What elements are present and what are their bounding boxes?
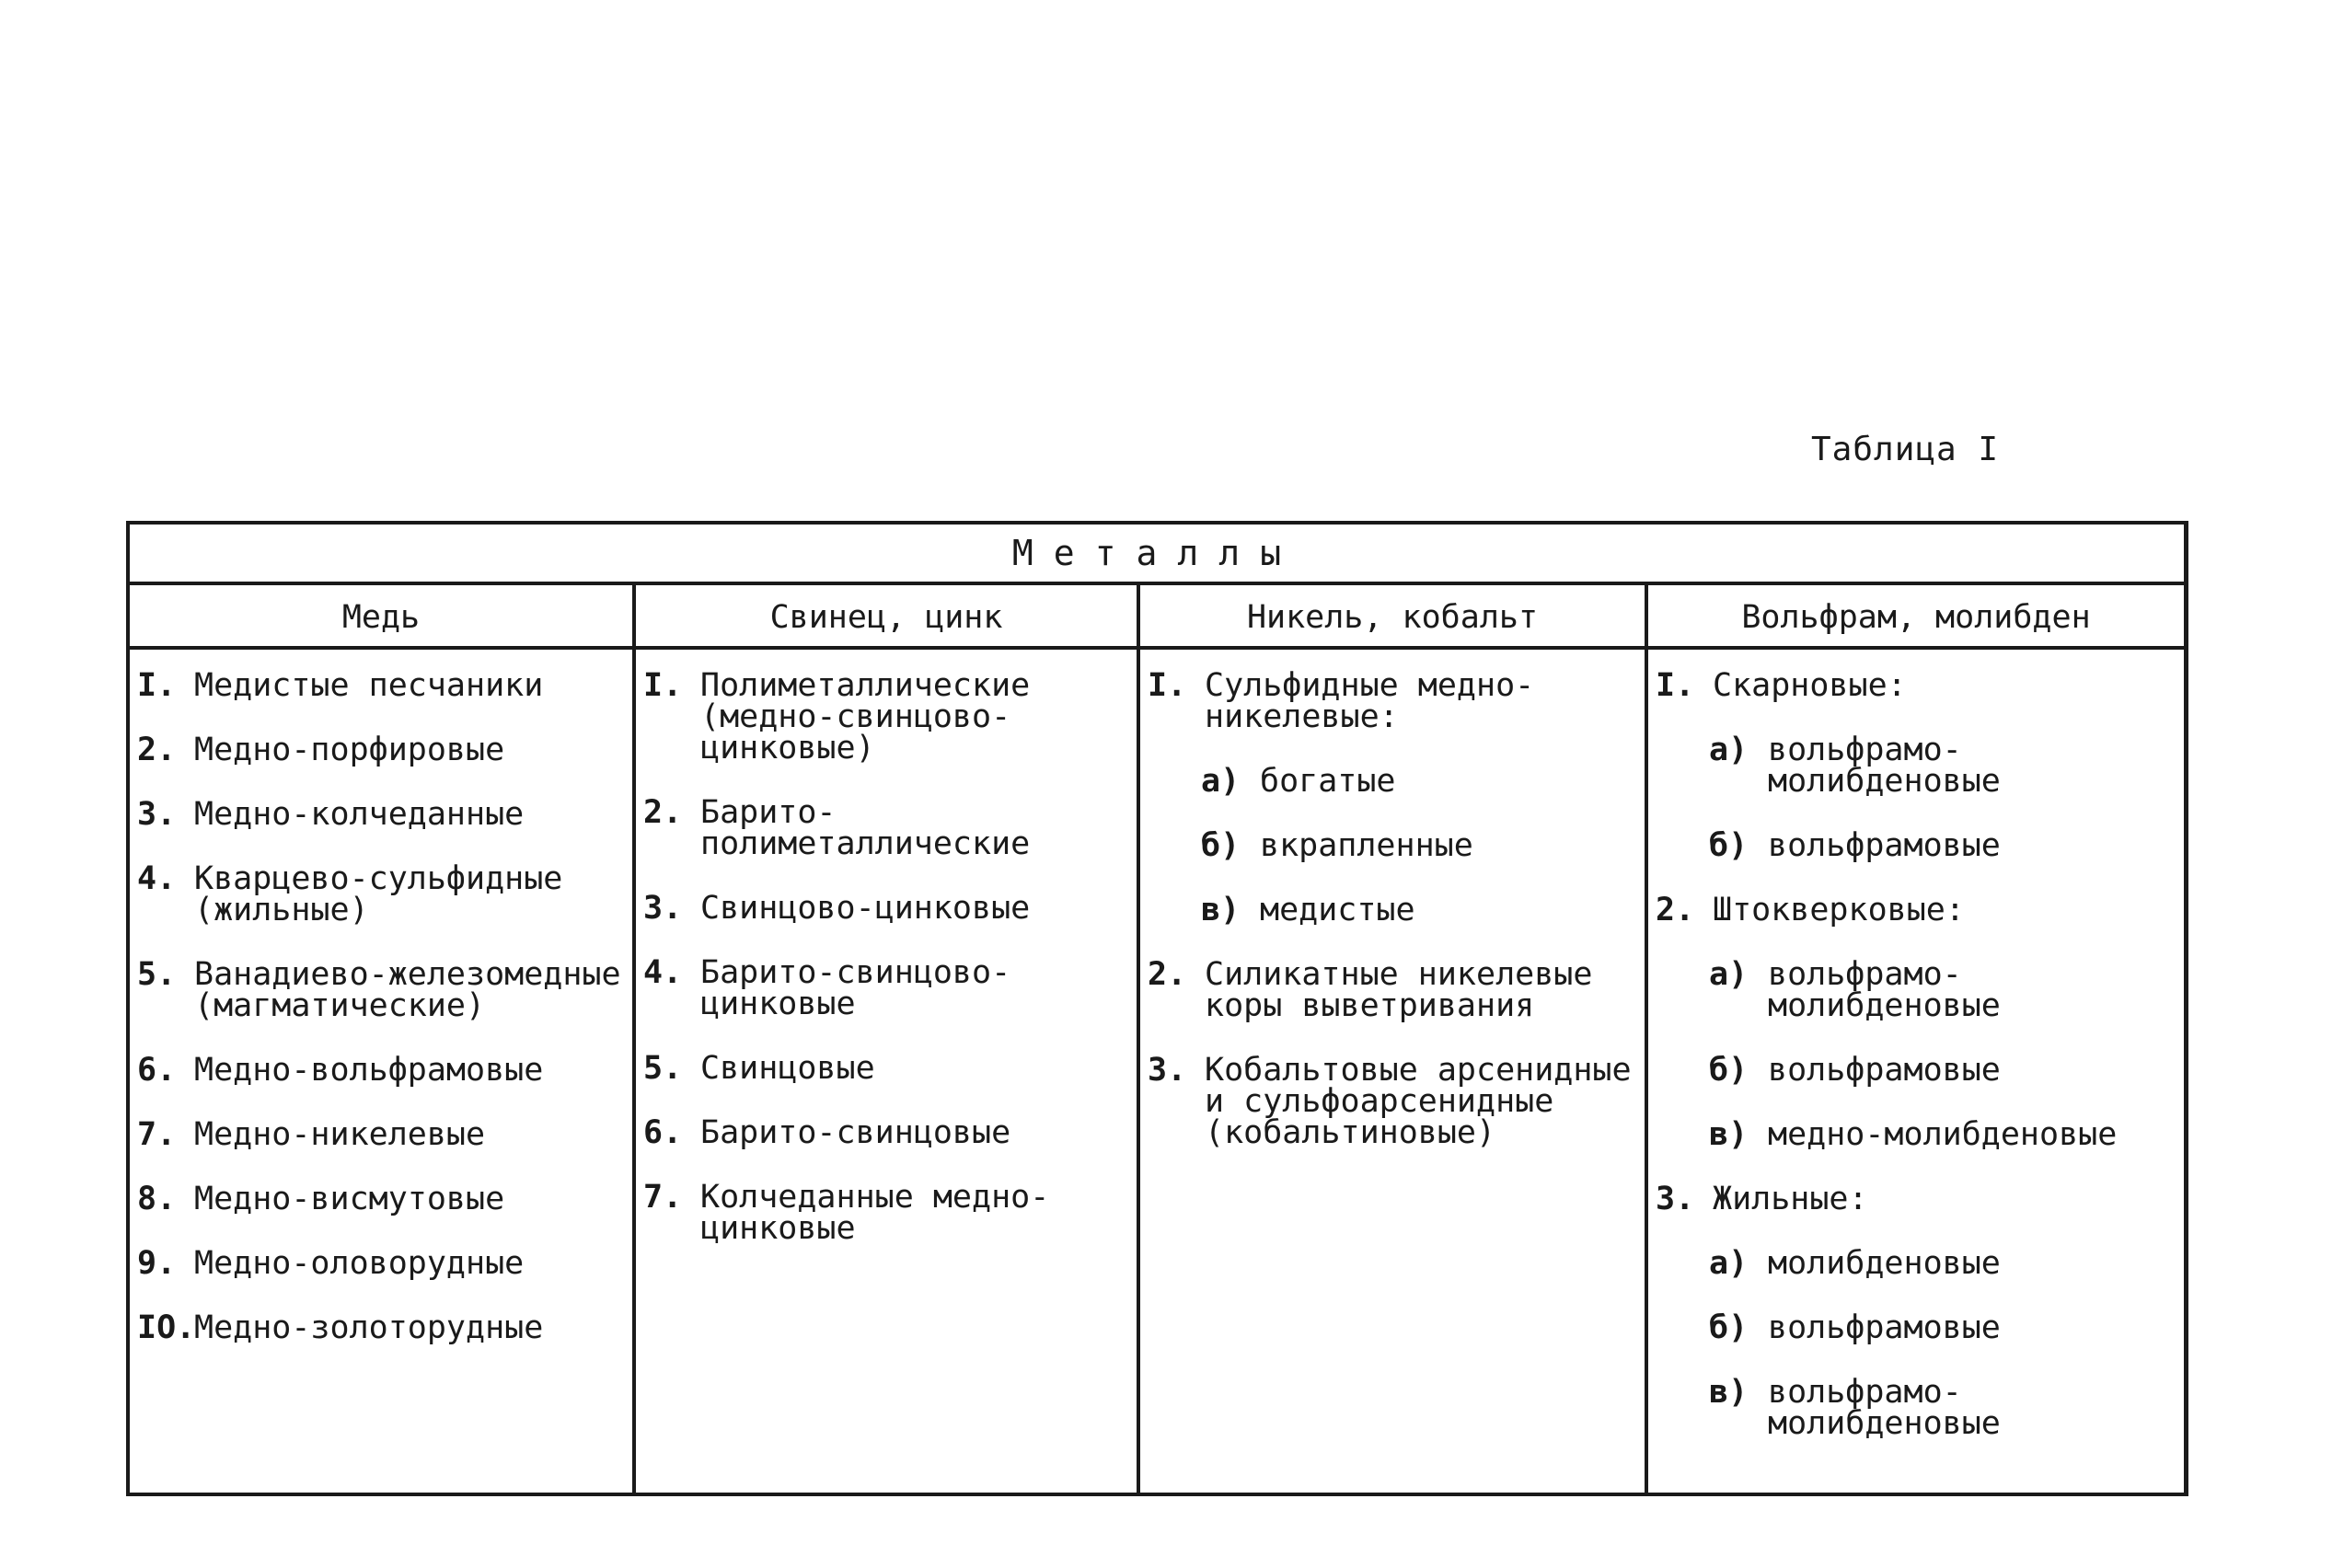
item-text: Ванадиево-железомедные (магматические) — [194, 956, 621, 1024]
item-text: Медно-никелевые — [194, 1116, 486, 1153]
item-text: Колчеданные медно-цинковые — [700, 1179, 1050, 1247]
item-number: 2. — [137, 732, 177, 768]
list-item — [130, 1052, 632, 1089]
sub-item-text: богатые — [1260, 763, 1396, 800]
sub-item-letter: в) — [1709, 1374, 1749, 1411]
list-item — [130, 734, 632, 766]
list-item — [130, 796, 632, 833]
item-text: Кварцево-сульфидные (жильные) — [194, 860, 563, 928]
sub-item — [1648, 1245, 2184, 1282]
column-list — [1140, 650, 1645, 1151]
item-number: 6. — [137, 1052, 177, 1089]
item-number: 6. — [643, 1114, 683, 1151]
column-heading: Медь — [341, 599, 421, 636]
item-text: Барито-свинцовые — [700, 1114, 1011, 1151]
item-text: Скарновые: — [1713, 667, 1907, 704]
item-number: 5. — [643, 1050, 683, 1087]
list-item — [1140, 667, 1645, 735]
column-list — [636, 650, 1137, 1247]
sub-item — [1648, 732, 2184, 800]
list-item — [636, 1179, 1137, 1247]
item-number: 8. — [137, 1181, 177, 1217]
list-item — [130, 1116, 632, 1153]
item-text: Силикатные никелевые коры выветривания — [1205, 956, 1593, 1024]
item-number: 3. — [137, 796, 177, 833]
sub-item-letter: б) — [1709, 1309, 1749, 1346]
sub-item-text: медно-молибденовые — [1768, 1116, 2118, 1153]
column-heading: Никель, кобальт — [1246, 599, 1539, 636]
sub-item-letter: а) — [1709, 1245, 1749, 1282]
item-text: Кобальтовые арсенидные и сульфоарсенидные (кобальтиновые) — [1205, 1052, 1632, 1151]
column-copper — [130, 585, 632, 1493]
column-heading: Вольфрам, молибден — [1741, 599, 2091, 636]
item-text: Жильные: — [1713, 1181, 1868, 1217]
list-item — [1140, 1052, 1645, 1151]
sub-item-letter: а) — [1709, 956, 1749, 993]
item-number: 9. — [137, 1245, 177, 1282]
sub-item-text: медистые — [1260, 892, 1415, 928]
list-item — [130, 667, 632, 704]
list-item — [636, 1114, 1137, 1151]
list-item — [636, 890, 1137, 927]
list-item — [1140, 956, 1645, 1024]
sub-item — [1648, 1052, 2184, 1089]
item-number: I. — [1148, 667, 1187, 704]
item-text: Барито-полиметаллические — [700, 794, 1031, 862]
column-tungsten-molybdenum — [1645, 585, 2184, 1493]
item-text: Барито-свинцово-цинковые — [700, 954, 1011, 1022]
item-text: Свинцовые — [700, 1050, 875, 1087]
column-list — [1648, 650, 2184, 1442]
sub-item-letter: б) — [1709, 1052, 1749, 1089]
column-nickel-cobalt — [1137, 585, 1645, 1493]
list-item — [636, 794, 1137, 862]
metals-table — [126, 521, 2188, 1496]
list-item — [1648, 894, 2184, 926]
sub-item-text: молибденовые — [1768, 1245, 2001, 1282]
item-number: 7. — [137, 1116, 177, 1153]
sub-item-letter: а) — [1709, 732, 1749, 768]
sub-item-text: вольфрамо-молибденовые — [1768, 732, 2001, 800]
sub-item-text: вкрапленные — [1260, 827, 1473, 864]
list-item — [130, 956, 632, 1024]
item-text: Медно-колчеданные — [194, 796, 525, 833]
table-caption: Таблица I — [1811, 431, 2000, 468]
list-item — [130, 1183, 632, 1215]
item-number: 7. — [643, 1179, 683, 1216]
sub-item — [1648, 827, 2184, 864]
item-number: 2. — [1148, 956, 1187, 993]
sub-item-letter: а) — [1201, 763, 1241, 800]
table-title-row — [130, 525, 2184, 585]
sub-item-text: вольфрамо-молибденовые — [1768, 1374, 2001, 1442]
sub-item — [1648, 1116, 2184, 1153]
item-number: 3. — [643, 890, 683, 927]
item-number: 3. — [1148, 1052, 1187, 1089]
item-number: 4. — [137, 860, 177, 897]
sub-item-text: вольфрамо-молибденовые — [1768, 956, 2001, 1024]
item-number: 2. — [1656, 892, 1695, 928]
item-text: Медно-порфировые — [194, 732, 505, 768]
list-item — [636, 954, 1137, 1022]
sub-item-text: вольфрамовые — [1768, 1052, 2001, 1089]
item-text: Медно-золоторудные — [194, 1309, 544, 1346]
item-number: 3. — [1656, 1181, 1695, 1217]
item-number: I. — [137, 667, 177, 704]
item-text: Медно-оловорудные — [194, 1245, 525, 1282]
sub-item-letter: б) — [1709, 827, 1749, 864]
sub-item — [1140, 763, 1645, 800]
item-number: 2. — [643, 794, 683, 831]
item-number: IO. — [137, 1309, 196, 1346]
list-item — [636, 1050, 1137, 1087]
sub-item-letter: в) — [1709, 1116, 1749, 1153]
list-item — [1648, 667, 2184, 704]
item-text: Медно-вольфрамовые — [194, 1052, 544, 1089]
item-text: Медистые песчаники — [194, 667, 544, 704]
sub-item-text: вольфрамовые — [1768, 1309, 2001, 1346]
item-number: I. — [643, 667, 683, 704]
item-text: Свинцово-цинковые — [700, 890, 1031, 927]
sub-item — [1648, 1374, 2184, 1442]
item-text: Штокверковые: — [1713, 892, 1965, 928]
sub-item — [1648, 956, 2184, 1024]
item-text: Полиметаллические (медно-свинцово-цинковые) — [700, 667, 1031, 767]
list-item — [130, 1309, 632, 1346]
sub-item-text: вольфрамовые — [1768, 827, 2001, 864]
item-text: Сульфидные медно-никелевые: — [1205, 667, 1535, 735]
column-list — [130, 650, 632, 1346]
list-item — [636, 667, 1137, 767]
sub-item-letter: б) — [1201, 827, 1241, 864]
sub-item — [1140, 827, 1645, 864]
item-number: 4. — [643, 954, 683, 991]
item-number: I. — [1656, 667, 1695, 704]
sub-item — [1648, 1309, 2184, 1346]
list-item — [130, 1245, 632, 1282]
column-lead-zinc — [632, 585, 1137, 1493]
table-title: Металлы — [1011, 533, 1302, 573]
item-text: Медно-висмутовые — [194, 1181, 505, 1217]
sub-item-letter: в) — [1201, 892, 1241, 928]
list-item — [130, 860, 632, 928]
sub-item — [1140, 894, 1645, 926]
list-item — [1648, 1183, 2184, 1215]
column-heading: Свинец, цинк — [769, 599, 1003, 636]
item-number: 5. — [137, 956, 177, 993]
